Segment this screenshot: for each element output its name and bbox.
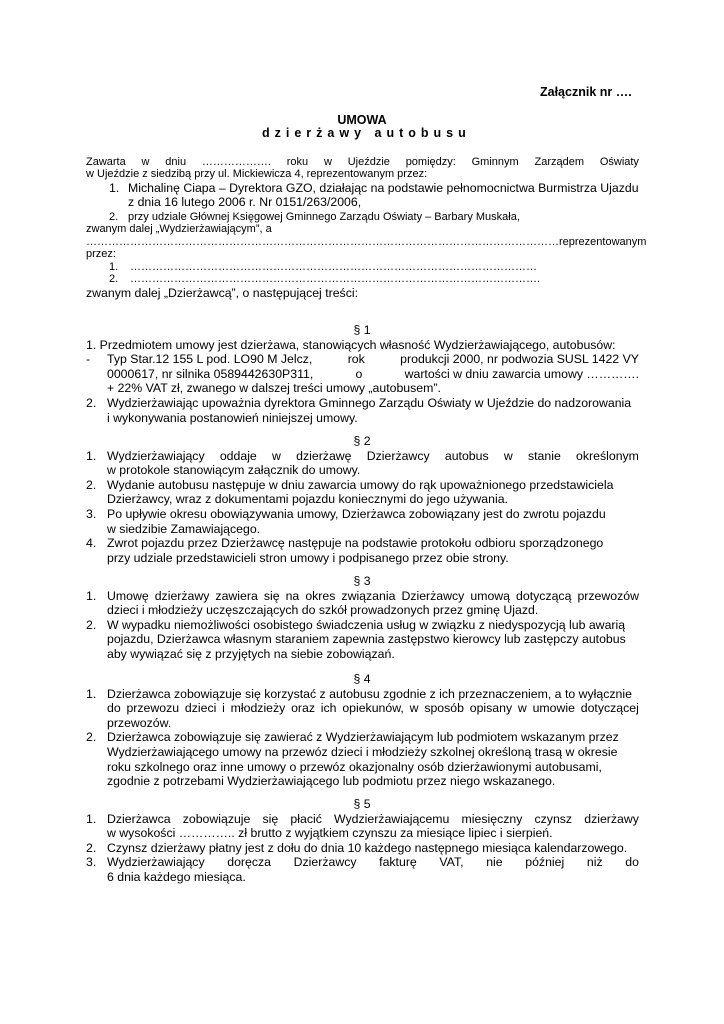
lessee-designation: zwanym dalej „Dzierżawcą”, o następującej treści: [86, 286, 359, 300]
intro-word: Oświaty [599, 156, 639, 168]
section-heading: § 2 [353, 434, 371, 448]
document-title: UMOWA [337, 113, 387, 127]
clause-text: dotyczącej [580, 701, 639, 716]
clause-line [107, 449, 639, 463]
clause-text: Dzierżawca zobowiązuje się zawierać z Wydzierżawiającym lub podmiotem wskazanym przez [107, 730, 619, 745]
clause-line [107, 647, 395, 661]
lessee-dots-line: …………………………………………………………………………………………………………………reprezentowanym [86, 236, 647, 248]
clause-line [107, 492, 508, 506]
clause-text: przewozów [577, 588, 639, 603]
clause-text: stanie [527, 448, 561, 463]
clause-text: umowie [532, 701, 575, 716]
clause-text: przy udziale przedstawicieli stron umowy i podpisanego przez obie strony. [107, 550, 509, 565]
clause-text: produkcji 2000, nr podwozia SUSL 1422 VY [400, 352, 639, 367]
clause-number: 2. [86, 396, 97, 410]
clause-number: 2. [86, 617, 97, 632]
clause-text: młodzieży [230, 701, 286, 716]
clause-text: Wydzierżawiając upoważnia dyrektora Gminnego Zarządu Oświaty w Ujeździe do nadzorowania [107, 396, 632, 410]
clause-number: 1. [86, 448, 97, 463]
clause-line [107, 730, 619, 744]
clause-text: opiekunów, [342, 701, 404, 716]
clause-text: zgodnie z potrzebami Wydzierżawiającego lub podmiotu przez niego wskazanego. [107, 774, 556, 789]
representative-2-number: 2. [109, 211, 119, 223]
clause-text: w wysokości ………….. zł brutto z wyjątkiem czynszu za miesiące lipiec i sierpień. [107, 826, 553, 841]
intro-word: Zarządem [534, 156, 585, 168]
clause-text: niż [586, 855, 603, 870]
clause-line [107, 381, 441, 395]
clause-text: płacić [290, 811, 322, 826]
clause-text: się [263, 588, 280, 603]
clause-line [107, 411, 358, 425]
intro-word: pomiędzy: [405, 156, 456, 168]
clause-line [107, 352, 639, 366]
clause-line [107, 826, 553, 840]
blank-representative-1-number: 1. [109, 261, 119, 273]
clause-text: dzierżawy [154, 588, 210, 603]
clause-text: fakturę [379, 855, 417, 870]
clause-text: aby wywiązać się z przyjętych na siebie zobowiązań. [107, 647, 395, 661]
clause-text: oddaje [219, 448, 257, 463]
clause-text: zobowiązuje [182, 811, 251, 826]
intro-word: Ujeździe [347, 156, 390, 168]
clause-text: dzieci i młodzieży uczęszczających do szkół prowadzonych przez gminę Ujazd. [107, 603, 539, 618]
clause-line [107, 478, 613, 492]
clause-number: 1. [86, 686, 97, 701]
clause-text: 0000617, nr silnika 0589442630P311, [107, 366, 314, 381]
clause-text: czynsz [534, 811, 573, 826]
clause-number: 1. [86, 811, 97, 826]
clause-text: dzierżawy [584, 811, 639, 826]
representative-1-line-1: Michalinę Ciapa – Dyrektora GZO, działając na podstawie pełnomocnictwa Burmistrza Ujazdu [128, 181, 639, 195]
clause-text: później [525, 855, 565, 870]
clause-text: przewozu [126, 701, 180, 716]
clause-line [107, 716, 171, 730]
clause-text: do [625, 855, 639, 870]
clause-line [107, 589, 639, 603]
clause-number: 3. [86, 507, 97, 521]
clause-line [107, 870, 246, 884]
intro-word: w [141, 156, 150, 168]
clause-text: dzieci [184, 701, 217, 716]
clause-line [107, 603, 538, 617]
clause-text: umową [470, 588, 511, 603]
section-heading: § 3 [353, 574, 371, 588]
clause-line [107, 536, 603, 550]
clause-text: miesięczny [461, 811, 523, 826]
clause-text: Dzierżawca zobowiązuje się korzystać z autobusu zgodnie z ich przeznaczeniem, a to wyłącznie [107, 686, 632, 701]
clause-line [107, 618, 625, 632]
clause-text: oraz [291, 701, 316, 716]
clause-text: Umowę [107, 588, 149, 603]
clause-text: Dzierżawcy [366, 448, 430, 463]
clause-number: 2. [86, 477, 97, 492]
intro-word: ………………. [201, 156, 271, 168]
clause-text: Wydzierżawiającego umowy na przewóz dzieci i młodzieży szkolnej określoną trasą w okresie [107, 745, 618, 759]
clause-text: zawiera [215, 588, 258, 603]
clause-line [107, 507, 606, 521]
clause-line [107, 701, 639, 715]
clause-number: 2. [86, 840, 97, 855]
annex-label: Załącznik nr …. [540, 85, 632, 99]
clause-line [107, 745, 617, 759]
clause-text: w [503, 448, 513, 463]
representative-1-number: 1. [109, 181, 120, 195]
clause-text: Dzierżawcy [293, 855, 357, 870]
clause-text: Dzierżawcy, wraz z dokumentami pojazdu koniecznymi do jego używania. [107, 492, 508, 507]
lessor-designation: zwanym dalej „Wydzierżawiającym”, a [86, 223, 272, 235]
clause-text: Wydzierżawiający [107, 448, 205, 463]
blank-representative-2: …………………………………………………………………………………………………. [130, 273, 541, 285]
clause-text: przewozów. [107, 715, 172, 730]
clause-text: w siedzibie Zamawiającego. [107, 521, 261, 536]
clause-text: rok [347, 352, 365, 367]
clause-text: w [272, 448, 281, 463]
clause-text: i [222, 701, 225, 716]
clause-text: w [409, 701, 419, 716]
clause-text: w [517, 701, 527, 716]
clause-text: Po upływie okresu obowiązywania umowy, Dzierżawca zobowiązany jest do zwrotu pojazdu [107, 507, 606, 521]
clause-number: - [86, 352, 91, 367]
intro-word: roku [286, 156, 309, 168]
clause-text: do [107, 701, 121, 716]
document-subtitle: dzierżawy autobusu [262, 126, 471, 140]
clause-line [107, 841, 627, 855]
section-heading: § 4 [353, 672, 371, 686]
clause-number: 1. [86, 588, 97, 603]
clause-text: dotyczącą [516, 588, 572, 603]
clause-line [107, 687, 632, 701]
clause-text: Wydzierżawiający [107, 855, 205, 870]
intro-word: Gminnym [471, 156, 519, 168]
clause-line [107, 632, 626, 646]
clause-text: Wydzierżawiającemu [334, 811, 450, 826]
clause-text: Zwrot pojazdu przez Dzierżawcę następuje na podstawie protokołu odbioru sporządzonego [107, 536, 604, 551]
clause-text: Czynsz dzierżawy płatny jest z dołu do dnia 10 każdego następnego miesiąca kalendarzowego. [107, 840, 628, 855]
clause-text: i wykonywania postanowień niniejszej umowy. [107, 410, 358, 425]
clause-line [107, 367, 639, 381]
clause-text: określonym [576, 448, 639, 463]
clause-text: Dzierżawca [107, 811, 171, 826]
intro-line-1 [86, 156, 639, 168]
clause-text: sposób [424, 701, 464, 716]
clause-number: 4. [86, 536, 97, 551]
clause-text: Wydanie autobusu następuje w dniu zawarcia umowy do rąk upoważnionego przedstawiciela [107, 477, 614, 492]
clause-line [107, 396, 631, 410]
intro-word: Zawarta [86, 156, 126, 168]
clause-number: 2. [86, 730, 97, 745]
clause-text: w protokole stanowiącym załącznik do umowy. [107, 463, 361, 478]
clause-text: nie [486, 855, 503, 870]
clause-text: okres [305, 588, 336, 603]
section-heading: § 5 [353, 797, 371, 811]
blank-representative-1: ………………………………………………………………………………………………… [130, 261, 537, 273]
clause-text: pojazdu, Dzierżawca własnym staraniem zapewnia zastępstwo kierowcy lub zastępczy autobus [107, 632, 626, 647]
clause-line [107, 760, 602, 774]
clause-line [107, 812, 639, 826]
przez-label: przez: [86, 248, 116, 260]
intro-line-2: w Ujeździe z siedzibą przy ul. Mickiewicza 4, reprezentowanym przez: [86, 168, 428, 180]
clause-text: Dzierżawcy [401, 588, 465, 603]
clause-text: W wypadku niemożliwości osobistego świadczenia usług w związku z niedyspozycją lub awarią [107, 617, 626, 632]
clause-line [107, 855, 639, 869]
clause-line [107, 774, 555, 788]
clause-text: Typ Star.12 155 L pod. LO90 M Jelcz, [107, 352, 313, 367]
clause-text: się [262, 811, 279, 826]
clause-text: doręcza [227, 855, 271, 870]
clause-text: związania [341, 588, 396, 603]
clause-number: 3. [86, 855, 97, 870]
clause-text: roku szkolnego oraz inne umowy o przewóz okazjonalny osób dzierżawionymi autobusami, [107, 759, 602, 774]
representative-2-text: przy udziale Głównej Księgowej Gminnego Zarządu Oświaty – Barbary Muskała, [128, 211, 520, 223]
clause-text: + 22% VAT zł, zwanego w dalszej treści umowy „autobusem”. [107, 381, 441, 396]
intro-word: dniu [165, 156, 187, 168]
section-heading: § 1 [353, 323, 371, 337]
clause-text: VAT, [439, 855, 464, 870]
clause-line [107, 463, 360, 477]
clause-text: na [285, 588, 300, 603]
clause-text: wartości w dniu zawarcia umowy …………. [404, 366, 639, 381]
clause-text: autobus [444, 448, 489, 463]
blank-representative-2-number: 2. [109, 273, 119, 285]
clause-text: dzierżawę [296, 448, 352, 463]
clause-text: o [355, 366, 363, 381]
clause-line [107, 551, 509, 565]
clause-text: opisany [469, 701, 513, 716]
clause-text: ich [320, 701, 337, 716]
clause-text: 6 dnia każdego miesiąca. [107, 870, 246, 884]
representative-1-line-2: z dnia 16 lutego 2006 r. Nr 0151/263/2006, [128, 195, 362, 209]
section-lead: 1. Przedmiotem umowy jest dzierżawa, stanowiących własność Wydzierżawiającego, autobusów: [86, 337, 616, 352]
intro-word: w [323, 156, 332, 168]
clause-line [107, 522, 260, 536]
